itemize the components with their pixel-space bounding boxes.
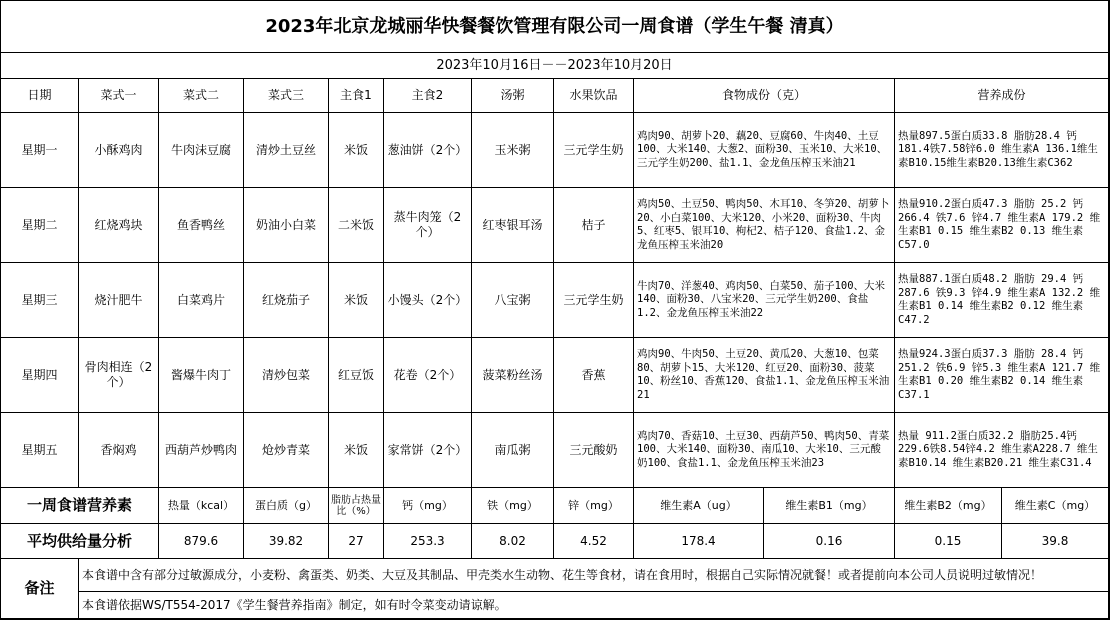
dish1-cell: 骨肉相连（2个） [79, 338, 159, 413]
dish1-cell: 香焖鸡 [79, 413, 159, 488]
dish3-cell: 红烧茄子 [244, 263, 329, 338]
nutrition-cell: 热量924.3蛋白质37.3 脂肪 28.4 钙251.2 铁6.9 锌5.3 维生素A 121.7 维生素B1 0.20 维生素B2 0.14 维生素C37.1 [895, 338, 1109, 413]
header-fruit: 水果饮品 [554, 79, 634, 113]
staple1-cell: 米饭 [329, 263, 384, 338]
dish3-cell: 清炒土豆丝 [244, 113, 329, 188]
dish2-cell: 白菜鸡片 [159, 263, 244, 338]
fruit-cell: 三元学生奶 [554, 113, 634, 188]
weekly-vitc-header: 维生素C（mg） [1002, 488, 1109, 524]
nutrition-cell: 热量897.5蛋白质33.8 脂肪28.4 钙181.4铁7.58锌6.0 维生素A 136.1维生素B10.15维生素B20.13维生素C362 [895, 113, 1109, 188]
header-dish3: 菜式三 [244, 79, 329, 113]
avg-vita-value: 178.4 [634, 524, 764, 559]
header-nutrition: 营养成份 [895, 79, 1109, 113]
dish1-cell: 红烧鸡块 [79, 188, 159, 263]
fruit-cell: 香蕉 [554, 338, 634, 413]
header-soup: 汤粥 [472, 79, 554, 113]
staple1-cell: 红豆饭 [329, 338, 384, 413]
dish3-cell: 炝炒青菜 [244, 413, 329, 488]
avg-protein-value: 39.82 [244, 524, 329, 559]
day-label: 星期三 [1, 263, 79, 338]
day-label: 星期二 [1, 188, 79, 263]
page-title: 2023年北京龙城丽华快餐餐饮管理有限公司一周食谱（学生午餐 清真） [1, 1, 1109, 53]
ingredients-cell: 鸡肉90、胡萝卜20、藕20、豆腐60、牛肉40、土豆100、大米140、大葱2、面粉30、玉米10、大米10、三元学生奶200、盐1.1、金龙鱼压榨玉米油21 [634, 113, 895, 188]
soup-cell: 南瓜粥 [472, 413, 554, 488]
nutrition-cell: 热量887.1蛋白质48.2 脂肪 29.4 钙287.6 铁9.3 锌4.9 维生素A 132.2 维生素B1 0.14 维生素B2 0.12 维生素C47.2 [895, 263, 1109, 338]
weekly-vitb1-header: 维生素B1（mg） [764, 488, 895, 524]
soup-cell: 红枣银耳汤 [472, 188, 554, 263]
ingredients-cell: 鸡肉70、香菇10、土豆30、西葫芦50、鸭肉50、青菜100、大米140、面粉30、南瓜10、大米10、三元酸奶100、食盐1.1、金龙鱼压榨玉米油23 [634, 413, 895, 488]
header-dish2: 菜式二 [159, 79, 244, 113]
staple2-cell: 小馒头（2个） [384, 263, 472, 338]
header-staple2: 主食2 [384, 79, 472, 113]
avg-iron-value: 8.02 [472, 524, 554, 559]
avg-fat-value: 27 [329, 524, 384, 559]
ingredients-cell: 鸡肉50、土豆50、鸭肉50、木耳10、冬笋20、胡萝卜20、小白菜100、大米120、小米20、面粉30、牛肉5、红枣5、银耳10、枸杞2、桔子120、食盐1.2、金龙鱼压榨玉米油20 [634, 188, 895, 263]
header-staple1: 主食1 [329, 79, 384, 113]
date-range: 2023年10月16日－－2023年10月20日 [1, 53, 1109, 79]
header-date: 日期 [1, 79, 79, 113]
staple1-cell: 二米饭 [329, 188, 384, 263]
header-ingredients: 食物成份（克） [634, 79, 895, 113]
dish1-cell: 小酥鸡肉 [79, 113, 159, 188]
remarks-label: 备注 [1, 559, 79, 619]
soup-cell: 玉米粥 [472, 113, 554, 188]
fruit-cell: 桔子 [554, 188, 634, 263]
staple2-cell: 家常饼（2个） [384, 413, 472, 488]
avg-energy-value: 879.6 [159, 524, 244, 559]
dish3-cell: 奶油小白菜 [244, 188, 329, 263]
remarks-line-2: 本食谱依据WS/T554-2017《学生餐营养指南》制定，如有时令菜变动请谅解。 [79, 592, 1109, 619]
dish2-cell: 酱爆牛肉丁 [159, 338, 244, 413]
weekly-energy-header: 热量（kcal） [159, 488, 244, 524]
dish2-cell: 鱼香鸭丝 [159, 188, 244, 263]
weekly-iron-header: 铁（mg） [472, 488, 554, 524]
staple2-cell: 蒸牛肉笼（2个） [384, 188, 472, 263]
average-supply-label: 平均供给量分析 [1, 524, 159, 559]
fruit-cell: 三元学生奶 [554, 263, 634, 338]
day-label: 星期一 [1, 113, 79, 188]
weekly-calcium-header: 钙（mg） [384, 488, 472, 524]
dish2-cell: 西葫芦炒鸭肉 [159, 413, 244, 488]
avg-vitc-value: 39.8 [1002, 524, 1109, 559]
avg-vitb2-value: 0.15 [895, 524, 1002, 559]
day-label: 星期五 [1, 413, 79, 488]
weekly-nutrients-label: 一周食谱营养素 [1, 488, 159, 524]
dish3-cell: 清炒包菜 [244, 338, 329, 413]
staple2-cell: 花卷（2个） [384, 338, 472, 413]
staple1-cell: 米饭 [329, 413, 384, 488]
avg-zinc-value: 4.52 [554, 524, 634, 559]
staple1-cell: 米饭 [329, 113, 384, 188]
header-dish1: 菜式一 [79, 79, 159, 113]
ingredients-cell: 牛肉70、洋葱40、鸡肉50、白菜50、茄子100、大米140、面粉30、八宝米20、三元学生奶200、食盐1.2、金龙鱼压榨玉米油22 [634, 263, 895, 338]
weekly-vita-header: 维生素A（ug） [634, 488, 764, 524]
fruit-cell: 三元酸奶 [554, 413, 634, 488]
staple2-cell: 葱油饼（2个） [384, 113, 472, 188]
avg-vitb1-value: 0.16 [764, 524, 895, 559]
day-label: 星期四 [1, 338, 79, 413]
remarks-line-1: 本食谱中含有部分过敏源成分，小麦粉、禽蛋类、奶类、大豆及其制品、甲壳类水生动物、花生等食材，请在食用时，根据自己实际情况就餐！或者提前向本公司人员说明过敏情况！ [79, 559, 1109, 592]
dish1-cell: 烧汁肥牛 [79, 263, 159, 338]
weekly-protein-header: 蛋白质（g） [244, 488, 329, 524]
soup-cell: 菠菜粉丝汤 [472, 338, 554, 413]
weekly-fat-header: 脂肪占热量比（%） [329, 488, 384, 524]
dish2-cell: 牛肉沫豆腐 [159, 113, 244, 188]
ingredients-cell: 鸡肉90、牛肉50、土豆20、黄瓜20、大葱10、包菜80、胡萝卜15、大米120、红豆20、面粉30、菠菜10、粉丝10、香蕉120、食盐1.1、金龙鱼压榨玉米油21 [634, 338, 895, 413]
nutrition-cell: 热量 911.2蛋白质32.2 脂肪25.4钙229.6铁8.54锌4.2 维生素A228.7 维生素B10.14 维生素B20.21 维生素C31.4 [895, 413, 1109, 488]
weekly-zinc-header: 锌（mg） [554, 488, 634, 524]
weekly-vitb2-header: 维生素B2（mg） [895, 488, 1002, 524]
avg-calcium-value: 253.3 [384, 524, 472, 559]
soup-cell: 八宝粥 [472, 263, 554, 338]
nutrition-cell: 热量910.2蛋白质47.3 脂肪 25.2 钙266.4 铁7.6 锌4.7 维生素A 179.2 维生素B1 0.15 维生素B2 0.13 维生素C57.0 [895, 188, 1109, 263]
